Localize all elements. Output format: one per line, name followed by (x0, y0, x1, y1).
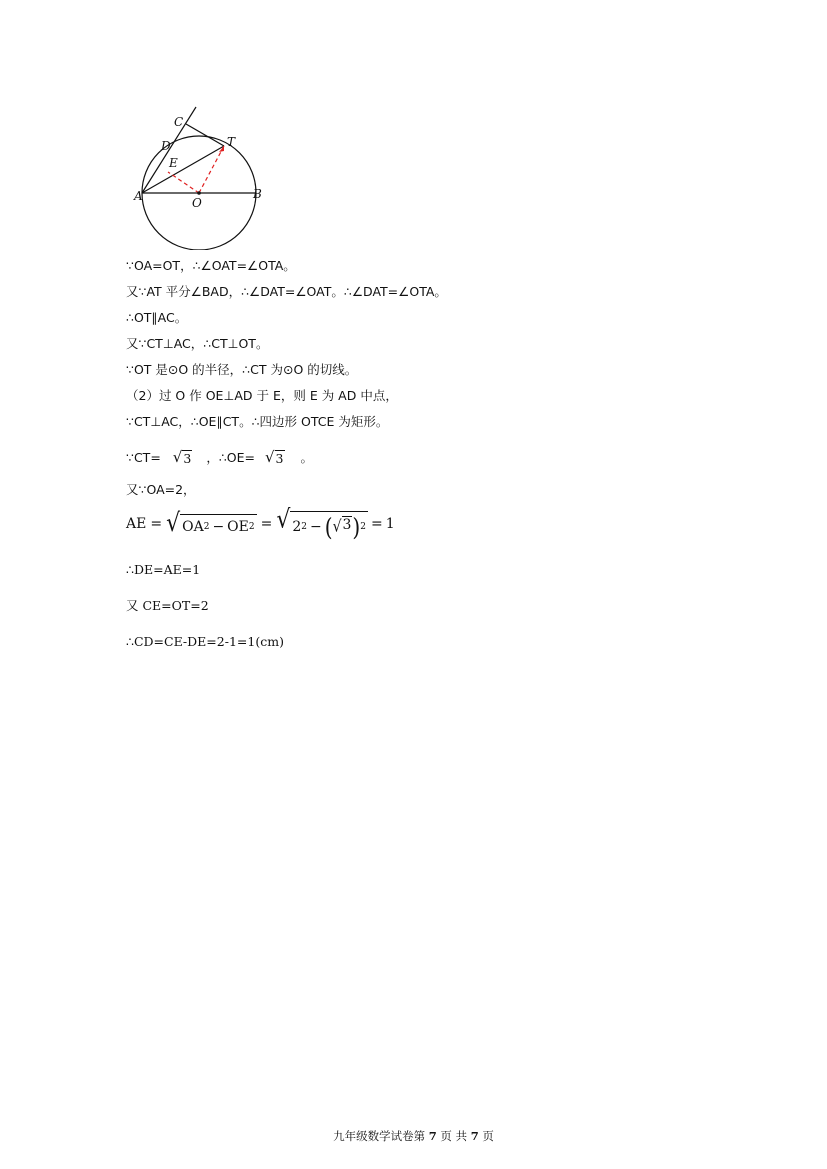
sqrt-3-oe (265, 448, 285, 467)
geometry-figure (130, 104, 270, 250)
eq-rparen: ) (352, 512, 361, 542)
dashed-oe (168, 172, 199, 193)
radicand: 3 (275, 451, 284, 466)
proof-line-11: 又 CE=OT=2 (126, 598, 209, 613)
eq-equals-3: = (370, 516, 383, 532)
label-e: E (169, 156, 178, 170)
line-ct (186, 124, 224, 146)
page-footer (0, 1128, 827, 1144)
eq-sq4: 2 (360, 522, 366, 532)
footer-page-number: 7 (428, 1129, 437, 1143)
radical-sign: √ (172, 448, 183, 466)
proof-line-10: ∴DE=AE=1 (126, 562, 201, 577)
eq-result: 1 (385, 516, 395, 532)
eq-lparen: ( (324, 512, 333, 542)
eq-oa: OA (182, 519, 204, 535)
eq-sq2: 2 (248, 522, 255, 532)
line-at (142, 146, 224, 193)
footer-total-pages: 7 (470, 1129, 479, 1143)
eq-two: 2 (292, 519, 302, 535)
eq-sqrt-3 (333, 514, 353, 540)
eq-sq3: 2 (301, 522, 308, 532)
proof-line-6: （2）过 O 作 OE⊥AD 于 E，则 E 为 AD 中点， (126, 388, 398, 403)
label-t: T (227, 135, 236, 149)
proof-line-1: ∵OA=OT，∴∠OAT=∠OTA。 (126, 258, 296, 273)
proof-line-2: 又∵AT 平分∠BAD，∴∠DAT=∠OAT。∴∠DAT=∠OTA。 (126, 284, 447, 299)
radicand: 3 (183, 451, 192, 466)
label-d: D (161, 139, 171, 153)
center-point (197, 191, 201, 195)
label-o: O (192, 196, 202, 210)
label-c: C (174, 115, 184, 129)
sqrt-3-ct (173, 448, 193, 467)
radical-sign: √ (264, 448, 275, 466)
eq-oe: OE (227, 519, 249, 535)
eq-lhs: AE (126, 516, 147, 532)
proof-line-9: 又∵OA=2， (126, 482, 196, 497)
oe-value-text: ，∴OE= (206, 449, 255, 465)
footer-prefix: 九年级数学试卷第 (333, 1129, 426, 1143)
proof-line-7: ∵CT⊥AC，∴OE∥CT。∴四边形 OTCE 为矩形。 (126, 414, 389, 429)
radical-sign: √ (276, 505, 291, 535)
proof-line-12: ∴CD=CE-DE=2-1=1(cm) (126, 634, 284, 649)
eq-sqrt-2 (276, 505, 368, 542)
eq-minus-2: − (310, 519, 322, 535)
proof-line-3: ∴OT∥AC。 (126, 310, 188, 325)
eq-minus-1: − (212, 519, 225, 535)
radical-sign: √ (332, 517, 342, 537)
proof-line-4: 又∵CT⊥AC，∴CT⊥OT。 (126, 336, 269, 351)
radical-sign: √ (166, 509, 181, 538)
eq-equals-1: = (150, 516, 163, 532)
footer-suffix: 页 (482, 1129, 494, 1143)
radicand-1 (180, 514, 257, 537)
proof-line-8 (126, 448, 313, 467)
eq-sq1: 2 (203, 522, 210, 532)
ae-equation (126, 505, 395, 542)
proof-line-5: ∵OT 是⊙O 的半径，∴CT 为⊙O 的切线。 (126, 362, 358, 377)
eq-sqrt-1 (166, 511, 257, 537)
period: 。 (300, 449, 314, 465)
label-b: B (253, 187, 262, 201)
footer-mid: 页 共 (440, 1129, 468, 1143)
radicand-3: 3 (342, 517, 352, 533)
eq-equals-2: = (260, 516, 273, 532)
label-a: A (134, 189, 143, 203)
ct-value-text: ∵CT= (126, 449, 161, 465)
radicand-2 (290, 511, 368, 540)
